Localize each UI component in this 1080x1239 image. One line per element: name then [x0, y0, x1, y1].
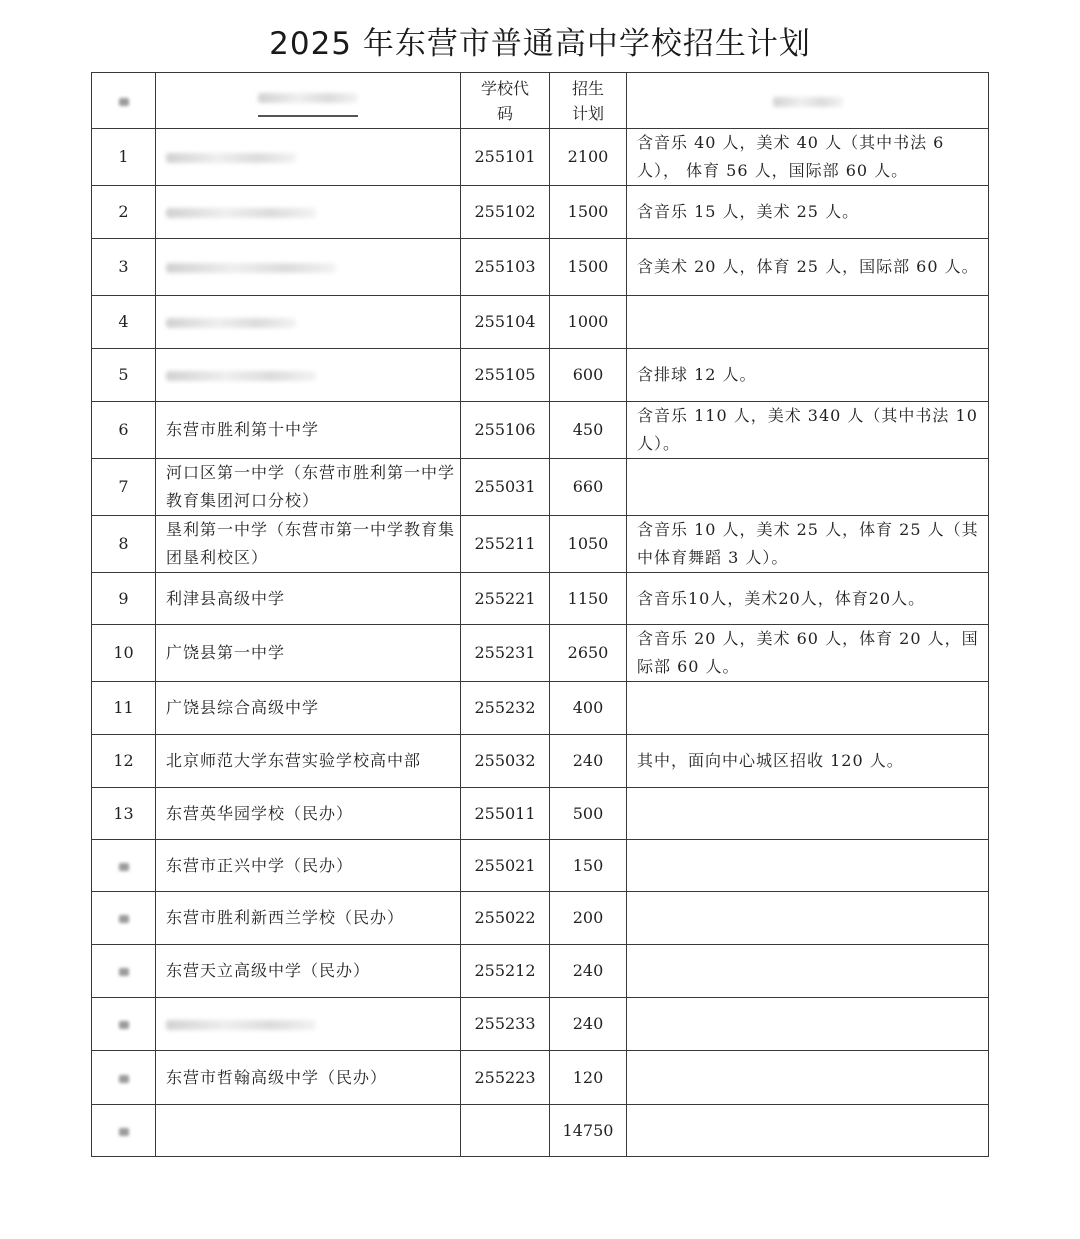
enrollment-plan-cell: 1150: [550, 573, 627, 625]
school-name-cell: 河口区第一中学（东营市胜利第一中学教育集团河口分校）: [156, 459, 461, 516]
row-no-cell: [92, 840, 156, 892]
school-code-cell: 255021: [461, 840, 550, 892]
table-row: [92, 516, 989, 573]
table-row: [92, 129, 989, 186]
redacted-text: [166, 153, 296, 163]
redacted-text: [166, 371, 316, 381]
note-cell: 含音乐 110 人，美术 340 人（其中书法 10 人）。: [627, 402, 989, 459]
redacted-text: [258, 93, 358, 103]
table-row: [92, 998, 989, 1051]
enrollment-plan-cell: 240: [550, 945, 627, 998]
school-name-cell: 利津县高级中学: [156, 573, 461, 625]
header-plan-cell: 招生计划: [550, 73, 627, 129]
enrollment-plan-cell: 2650: [550, 625, 627, 682]
table-row: [92, 945, 989, 998]
school-code-cell: 255105: [461, 349, 550, 402]
school-code-cell: 255011: [461, 788, 550, 840]
table-row: [92, 625, 989, 682]
enrollment-plan-cell: 1050: [550, 516, 627, 573]
school-name-cell: [156, 998, 461, 1051]
school-code-cell: 255232: [461, 682, 550, 735]
redacted-text: [166, 318, 296, 328]
row-no-cell: [92, 892, 156, 945]
enrollment-plan-cell: 2100: [550, 129, 627, 186]
school-code-cell: 255223: [461, 1051, 550, 1105]
school-name-cell: [156, 239, 461, 296]
table-row: [92, 1051, 989, 1105]
row-no-cell: 9: [92, 573, 156, 625]
page-title: 2025 年东营市普通高中学校招生计划: [269, 26, 811, 62]
school-name-cell: 东营市哲翰高级中学（民办）: [156, 1051, 461, 1105]
enrollment-plan-cell: 240: [550, 998, 627, 1051]
note-cell: [627, 682, 989, 735]
note-cell: [627, 840, 989, 892]
enrollment-plan-cell: 500: [550, 788, 627, 840]
enrollment-plan-cell: 120: [550, 1051, 627, 1105]
table-row: [92, 186, 989, 239]
redacted-underline: [258, 115, 358, 117]
note-cell: 含音乐 20 人，美术 60 人，体育 20 人，国际部 60 人。: [627, 625, 989, 682]
table-row: [92, 349, 989, 402]
school-name-cell: 北京师范大学东营实验学校高中部: [156, 735, 461, 788]
enrollment-plan-cell: 240: [550, 735, 627, 788]
school-name-cell: 广饶县综合高级中学: [156, 682, 461, 735]
row-no-cell: 10: [92, 625, 156, 682]
enrollment-plan-cell: 450: [550, 402, 627, 459]
school-code-cell: 255101: [461, 129, 550, 186]
redacted-text: [166, 1020, 316, 1030]
table-body: [92, 129, 989, 1157]
note-cell: 含音乐10人，美术20人，体育20人。: [627, 573, 989, 625]
redacted-mark: [119, 968, 129, 976]
row-no-cell: 7: [92, 459, 156, 516]
header-no-cell: [92, 73, 156, 129]
school-code-cell: 255106: [461, 402, 550, 459]
table-row: [92, 239, 989, 296]
school-code-cell: 255022: [461, 892, 550, 945]
total-no-cell: [92, 1105, 156, 1157]
school-name-cell: 东营市正兴中学（民办）: [156, 840, 461, 892]
row-no-cell: 8: [92, 516, 156, 573]
school-code-cell: 255233: [461, 998, 550, 1051]
table-row: [92, 840, 989, 892]
school-code-cell: 255102: [461, 186, 550, 239]
note-cell: [627, 788, 989, 840]
school-name-cell: [156, 129, 461, 186]
row-no-cell: 11: [92, 682, 156, 735]
note-cell: 含音乐 40 人，美术 40 人（其中书法 6 人）， 体育 56 人，国际部 60 人。: [627, 129, 989, 186]
table-header-row: [92, 73, 989, 129]
school-name-cell: [156, 186, 461, 239]
row-no-cell: 6: [92, 402, 156, 459]
note-cell: 含音乐 15 人，美术 25 人。: [627, 186, 989, 239]
enrollment-plan-cell: 400: [550, 682, 627, 735]
enrollment-plan-cell: 600: [550, 349, 627, 402]
school-code-cell: 255212: [461, 945, 550, 998]
redacted-text: [773, 97, 843, 107]
school-code-cell: 255104: [461, 296, 550, 349]
redacted-mark: [119, 915, 129, 923]
enrollment-plan-cell: 660: [550, 459, 627, 516]
school-name-cell: 广饶县第一中学: [156, 625, 461, 682]
redacted-mark: [119, 863, 129, 871]
note-cell: 含美术 20 人，体育 25 人，国际部 60 人。: [627, 239, 989, 296]
enrollment-plan-table: [91, 72, 989, 1157]
table-row: [92, 892, 989, 945]
school-code-cell: 255211: [461, 516, 550, 573]
school-name-cell: 东营天立高级中学（民办）: [156, 945, 461, 998]
note-cell: [627, 1051, 989, 1105]
table-row: [92, 788, 989, 840]
row-no-cell: 1: [92, 129, 156, 186]
school-code-cell: 255103: [461, 239, 550, 296]
school-code-cell: 255221: [461, 573, 550, 625]
redacted-text: [166, 263, 336, 273]
note-cell: 含音乐 10 人，美术 25 人，体育 25 人（其中体育舞蹈 3 人）。: [627, 516, 989, 573]
enrollment-plan-cell: 1500: [550, 186, 627, 239]
note-cell: [627, 459, 989, 516]
table-row: [92, 735, 989, 788]
row-no-cell: 4: [92, 296, 156, 349]
table-row: [92, 296, 989, 349]
table-row: [92, 402, 989, 459]
school-name-cell: 垦利第一中学（东营市第一中学教育集团垦利校区）: [156, 516, 461, 573]
redacted-mark: [119, 98, 129, 106]
row-no-cell: 13: [92, 788, 156, 840]
total-note-cell: [627, 1105, 989, 1157]
note-cell: 其中，面向中心城区招收 120 人。: [627, 735, 989, 788]
table-row: [92, 459, 989, 516]
header-name-cell: [156, 73, 461, 129]
school-code-cell: 255231: [461, 625, 550, 682]
header-code-cell: 学校代码: [461, 73, 550, 129]
school-code-cell: 255031: [461, 459, 550, 516]
redacted-text: [166, 208, 316, 218]
total-plan-cell: 14750: [550, 1105, 627, 1157]
school-code-cell: 255032: [461, 735, 550, 788]
row-no-cell: 5: [92, 349, 156, 402]
note-cell: [627, 998, 989, 1051]
total-code-cell: [461, 1105, 550, 1157]
redacted-mark: [119, 1075, 129, 1083]
school-name-cell: [156, 296, 461, 349]
note-cell: 含排球 12 人。: [627, 349, 989, 402]
enrollment-plan-cell: 1000: [550, 296, 627, 349]
row-no-cell: 2: [92, 186, 156, 239]
school-name-cell: 东营市胜利第十中学: [156, 402, 461, 459]
enrollment-plan-cell: 200: [550, 892, 627, 945]
row-no-cell: [92, 1051, 156, 1105]
note-cell: [627, 945, 989, 998]
total-name-cell: [156, 1105, 461, 1157]
table-row: [92, 682, 989, 735]
school-name-cell: 东营市胜利新西兰学校（民办）: [156, 892, 461, 945]
row-no-cell: 12: [92, 735, 156, 788]
row-no-cell: [92, 998, 156, 1051]
redacted-mark: [119, 1128, 129, 1136]
table-row: [92, 573, 989, 625]
school-name-cell: 东营英华园学校（民办）: [156, 788, 461, 840]
header-note-cell: [627, 73, 989, 129]
enrollment-plan-cell: 150: [550, 840, 627, 892]
school-name-cell: [156, 349, 461, 402]
note-cell: [627, 296, 989, 349]
row-no-cell: [92, 945, 156, 998]
redacted-mark: [119, 1021, 129, 1029]
row-no-cell: 3: [92, 239, 156, 296]
note-cell: [627, 892, 989, 945]
enrollment-plan-cell: 1500: [550, 239, 627, 296]
total-row: [92, 1105, 989, 1157]
